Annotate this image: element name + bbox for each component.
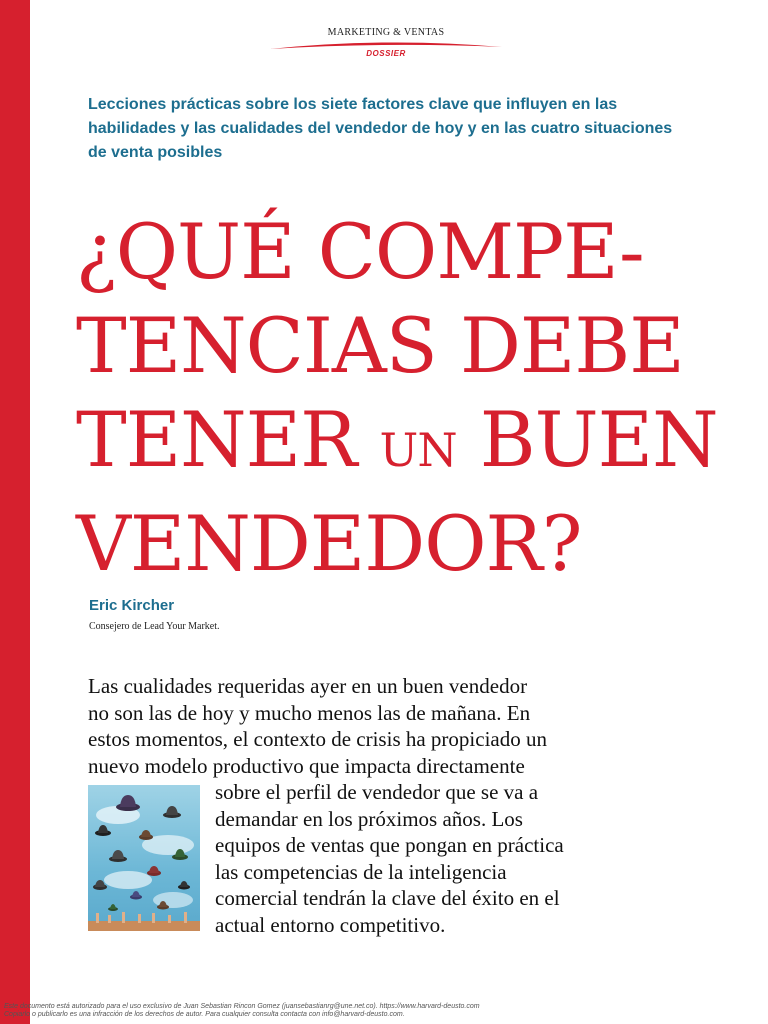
left-accent-bar xyxy=(0,0,30,1024)
section-title: MARKETING & VENTAS xyxy=(327,27,445,38)
article-title xyxy=(76,205,736,591)
title-line: VENDEDOR? xyxy=(76,499,582,588)
section-subtitle: DOSSIER xyxy=(366,49,406,58)
title-word: BUEN xyxy=(479,395,718,484)
body-line: comercial tendrán la clave del éxito en el xyxy=(215,886,560,910)
body-line: sobre el perfil de vendedor que se va a xyxy=(215,780,539,804)
title-line xyxy=(76,393,736,497)
title-line: TENCIAS DEBE xyxy=(76,301,684,390)
copyright-footer xyxy=(4,1003,744,1019)
author-role: Consejero de Lead Your Market. xyxy=(89,621,220,632)
body-line: demandar en los próximos años. Los xyxy=(215,806,523,831)
body-line: las competencias de la inteligencia xyxy=(215,859,507,884)
footer-line: Copiarlo o publicarlo es una infracción de los derechos de autor. Para cualquier consulta contacta con info@harvard-deusto.com. xyxy=(4,1011,405,1018)
body-line: actual entorno competitivo. xyxy=(215,912,446,937)
title-line: ¿QUÉ COMPE- xyxy=(76,207,644,296)
body-line: estos momentos, el contexto de crisis ha propiciado un xyxy=(88,727,547,751)
lead-paragraph: Lecciones prácticas sobre los siete factores clave que influyen en las habilidades y las cualidades del vendedor de hoy y en las cuatro situaciones de venta posibles xyxy=(88,96,673,161)
body-line: equipos de ventas que pongan en práctica xyxy=(215,833,564,857)
title-word-small: UN xyxy=(379,423,457,477)
flying-hats-illustration xyxy=(88,785,200,931)
title-word: TENER xyxy=(76,395,357,484)
section-header xyxy=(268,27,504,63)
footer-line: Este documento está autorizado para el uso exclusivo de Juan Sebastian Rincon Gomez (juansebastianrg@une.net.co). https://www.harvard-deusto.com xyxy=(4,1003,480,1010)
body-line: nuevo modelo productivo que impacta directamente xyxy=(88,753,525,778)
body-line: no son las de hoy y mucho menos las de mañana. En xyxy=(88,700,531,725)
author-name: Eric Kircher xyxy=(89,597,175,614)
body-line: Las cualidades requeridas ayer en un buen vendedor xyxy=(88,674,528,698)
